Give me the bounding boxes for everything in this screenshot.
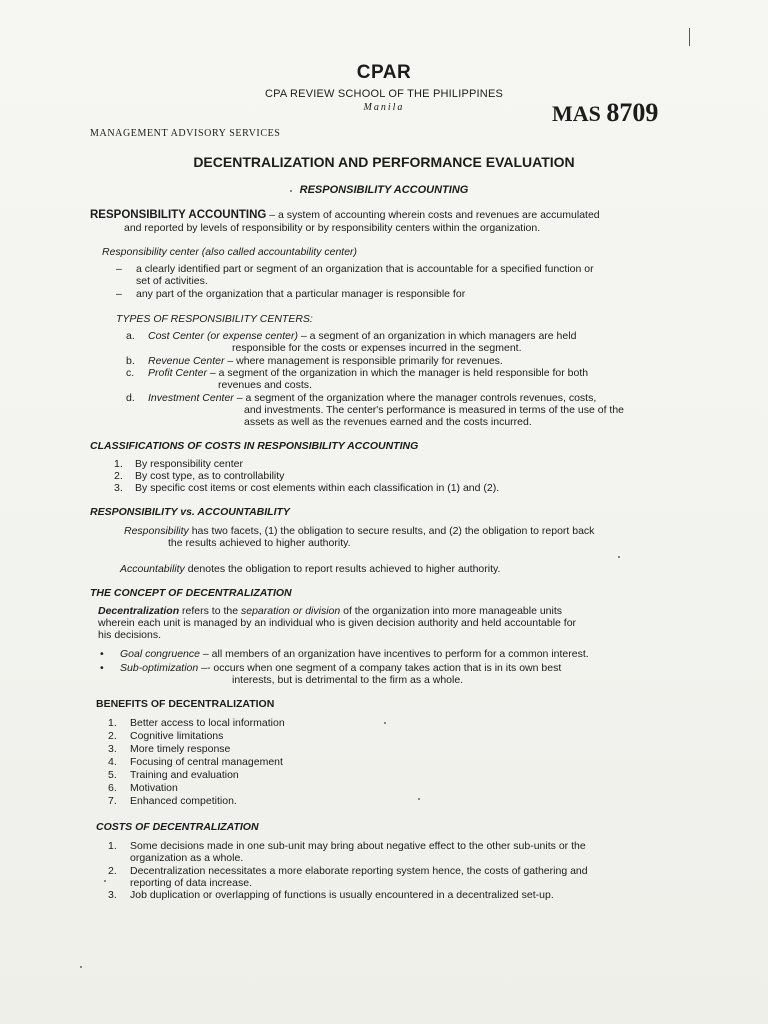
- benefit-5-text: Training and evaluation: [130, 769, 239, 781]
- benefit-6-text: Motivation: [130, 782, 178, 794]
- page-edge-mark: [689, 28, 690, 46]
- costs-heading: COSTS OF DECENTRALIZATION: [96, 821, 259, 833]
- type-c-line2: revenues and costs.: [218, 379, 312, 391]
- benefit-5-marker: 5.: [108, 769, 117, 781]
- concept-text1: refers to the: [179, 605, 241, 617]
- center-item-1-line1: a clearly identified part or segment of an organization that is accountable for a specified function or: [136, 263, 594, 275]
- type-b-line1: [148, 355, 503, 368]
- type-a-text: – a segment of an organization in which managers are held: [297, 330, 577, 342]
- type-a-marker: a.: [126, 330, 135, 342]
- ra-definition-line2: and reported by levels of responsibility or by responsibility centers within the organization.: [124, 222, 541, 234]
- type-c-term: Profit Center: [148, 367, 207, 379]
- responsibility-line2: the results achieved to higher authority.: [168, 537, 351, 549]
- center-item-2-line1: any part of the organization that a particular manager is responsible for: [136, 288, 466, 300]
- bullet-2-marker: •: [100, 662, 104, 674]
- class-3-text: By specific cost items or cost elements within each classification in (1) and (2).: [135, 482, 500, 494]
- benefits-heading: BENEFITS OF DECENTRALIZATION: [96, 698, 275, 710]
- sub-optimization-term: Sub-optimization: [120, 662, 199, 674]
- benefit-3-text: More timely response: [130, 743, 231, 755]
- type-c-text: – a segment of the organization in which the manager is held responsible for both: [206, 367, 589, 379]
- class-2-text: By cost type, as to controllability: [135, 470, 285, 482]
- type-a-line1: [148, 330, 576, 343]
- benefit-2-marker: 2.: [108, 730, 117, 742]
- code-prefix: MAS: [552, 101, 601, 126]
- scan-speck: [618, 556, 620, 558]
- type-d-term: Investment Center: [148, 392, 234, 404]
- type-b-term: Revenue Center: [148, 355, 225, 367]
- concept-emphasis: separation or division: [240, 605, 341, 617]
- accountability-text: denotes the obligation to report results achieved to higher authority.: [184, 563, 501, 575]
- benefit-3-marker: 3.: [108, 743, 117, 755]
- benefit-2-text: Cognitive limitations: [130, 730, 224, 742]
- type-c-line1: [148, 367, 588, 380]
- section-title: RESPONSIBILITY ACCOUNTING: [299, 184, 469, 196]
- types-heading: TYPES OF RESPONSIBILITY CENTERS:: [116, 313, 313, 325]
- class-3-marker: 3.: [114, 482, 123, 494]
- ra-term: RESPONSIBILITY ACCOUNTING: [90, 209, 267, 221]
- scan-speck: [104, 880, 106, 882]
- classifications-heading: CLASSIFICATIONS OF COSTS IN RESPONSIBILITY ACCOUNTING: [90, 440, 419, 452]
- class-1-text: By responsibility center: [135, 458, 243, 470]
- benefit-4-text: Focusing of central management: [130, 756, 283, 768]
- school-name: CPA REVIEW SCHOOL OF THE PHILIPPINES: [264, 88, 504, 100]
- type-d-line2: and investments. The center's performance is measured in terms of the use of the: [244, 404, 624, 416]
- type-d-text: – a segment of the organization where the manager controls revenues, costs,: [233, 392, 597, 404]
- scan-speck: [418, 798, 420, 800]
- type-a-line2: responsible for the costs or expenses incurred in the segment.: [232, 342, 522, 354]
- benefit-1-text: Better access to local information: [130, 717, 285, 729]
- type-c-marker: c.: [126, 367, 135, 379]
- document-title: DECENTRALIZATION AND PERFORMANCE EVALUATION: [193, 154, 575, 170]
- code-number: 8709: [606, 98, 659, 127]
- concept-line1: [98, 605, 562, 618]
- sub-optimization-text: –- occurs when one segment of a company takes action that is in its own best: [198, 662, 562, 674]
- ra-definition-line1: [90, 209, 600, 222]
- city-name: Manila: [363, 102, 405, 113]
- type-d-line3: assets as well as the revenues earned and the costs incurred.: [244, 416, 532, 428]
- benefit-1-marker: 1.: [108, 717, 117, 729]
- scan-speck: [384, 722, 386, 724]
- goal-congruence-term: Goal congruence: [120, 648, 200, 660]
- center-label: Responsibility center (also called accountability center): [102, 246, 358, 258]
- type-b-marker: b.: [126, 355, 135, 367]
- accountability-line: [120, 563, 500, 576]
- type-d-line1: [148, 392, 596, 405]
- subject-name: MANAGEMENT ADVISORY SERVICES: [90, 128, 281, 139]
- resp-acc-heading: RESPONSIBILITY vs. ACCOUNTABILITY: [90, 506, 290, 518]
- benefit-7-text: Enhanced competition.: [130, 795, 237, 807]
- cost-1-line1: Some decisions made in one sub-unit may bring about negative effect to the other sub-units or the: [130, 840, 586, 852]
- concept-line2: wherein each unit is managed by an individual who is given decision authority and held accountable for: [98, 617, 577, 629]
- benefit-4-marker: 4.: [108, 756, 117, 768]
- center-item-2-marker: –: [116, 288, 122, 300]
- concept-heading: THE CONCEPT OF DECENTRALIZATION: [90, 587, 292, 599]
- responsibility-text: has two facets, (1) the obligation to secure results, and (2) the obligation to report back: [188, 525, 595, 537]
- concept-text2: of the organization into more manageable units: [340, 605, 563, 617]
- concept-line3: his decisions.: [98, 629, 162, 641]
- responsibility-line1: [124, 525, 594, 538]
- goal-congruence-line: [120, 648, 589, 661]
- center-item-1-marker: –: [116, 263, 122, 275]
- scan-speck: [80, 966, 82, 968]
- type-d-marker: d.: [126, 392, 135, 404]
- cost-2-marker: 2.: [108, 865, 117, 877]
- goal-congruence-text: – all members of an organization have incentives to perform for a common interest.: [199, 648, 589, 660]
- sub-optimization-line1: [120, 662, 561, 675]
- cost-3-line1: Job duplication or overlapping of functions is usually encountered in a decentralized set-up.: [130, 889, 554, 901]
- cost-1-line2: organization as a whole.: [130, 852, 244, 864]
- type-a-term: Cost Center (or expense center): [148, 330, 298, 342]
- sub-optimization-line2: interests, but is detrimental to the firm as a whole.: [232, 674, 464, 686]
- cost-1-marker: 1.: [108, 840, 117, 852]
- ra-definition-text1: – a system of accounting wherein costs and revenues are accumulated: [266, 209, 600, 221]
- benefit-6-marker: 6.: [108, 782, 117, 794]
- concept-term: Decentralization: [98, 605, 180, 617]
- center-item-1-line2: set of activities.: [136, 275, 208, 287]
- benefit-7-marker: 7.: [108, 795, 117, 807]
- scan-speck: [290, 190, 292, 192]
- cost-2-line2: reporting of data increase.: [130, 877, 252, 889]
- cost-3-marker: 3.: [108, 889, 117, 901]
- cost-2-line1: Decentralization necessitates a more elaborate reporting system hence, the costs of gathering and: [130, 865, 588, 877]
- responsibility-term: Responsibility: [124, 525, 189, 537]
- bullet-1-marker: •: [100, 648, 104, 660]
- accountability-term: Accountability: [120, 563, 185, 575]
- class-1-marker: 1.: [114, 458, 123, 470]
- org-title: CPAR: [356, 62, 412, 83]
- class-2-marker: 2.: [114, 470, 123, 482]
- document-code: [552, 98, 658, 128]
- type-b-text: – where management is responsible primarily for revenues.: [224, 355, 503, 367]
